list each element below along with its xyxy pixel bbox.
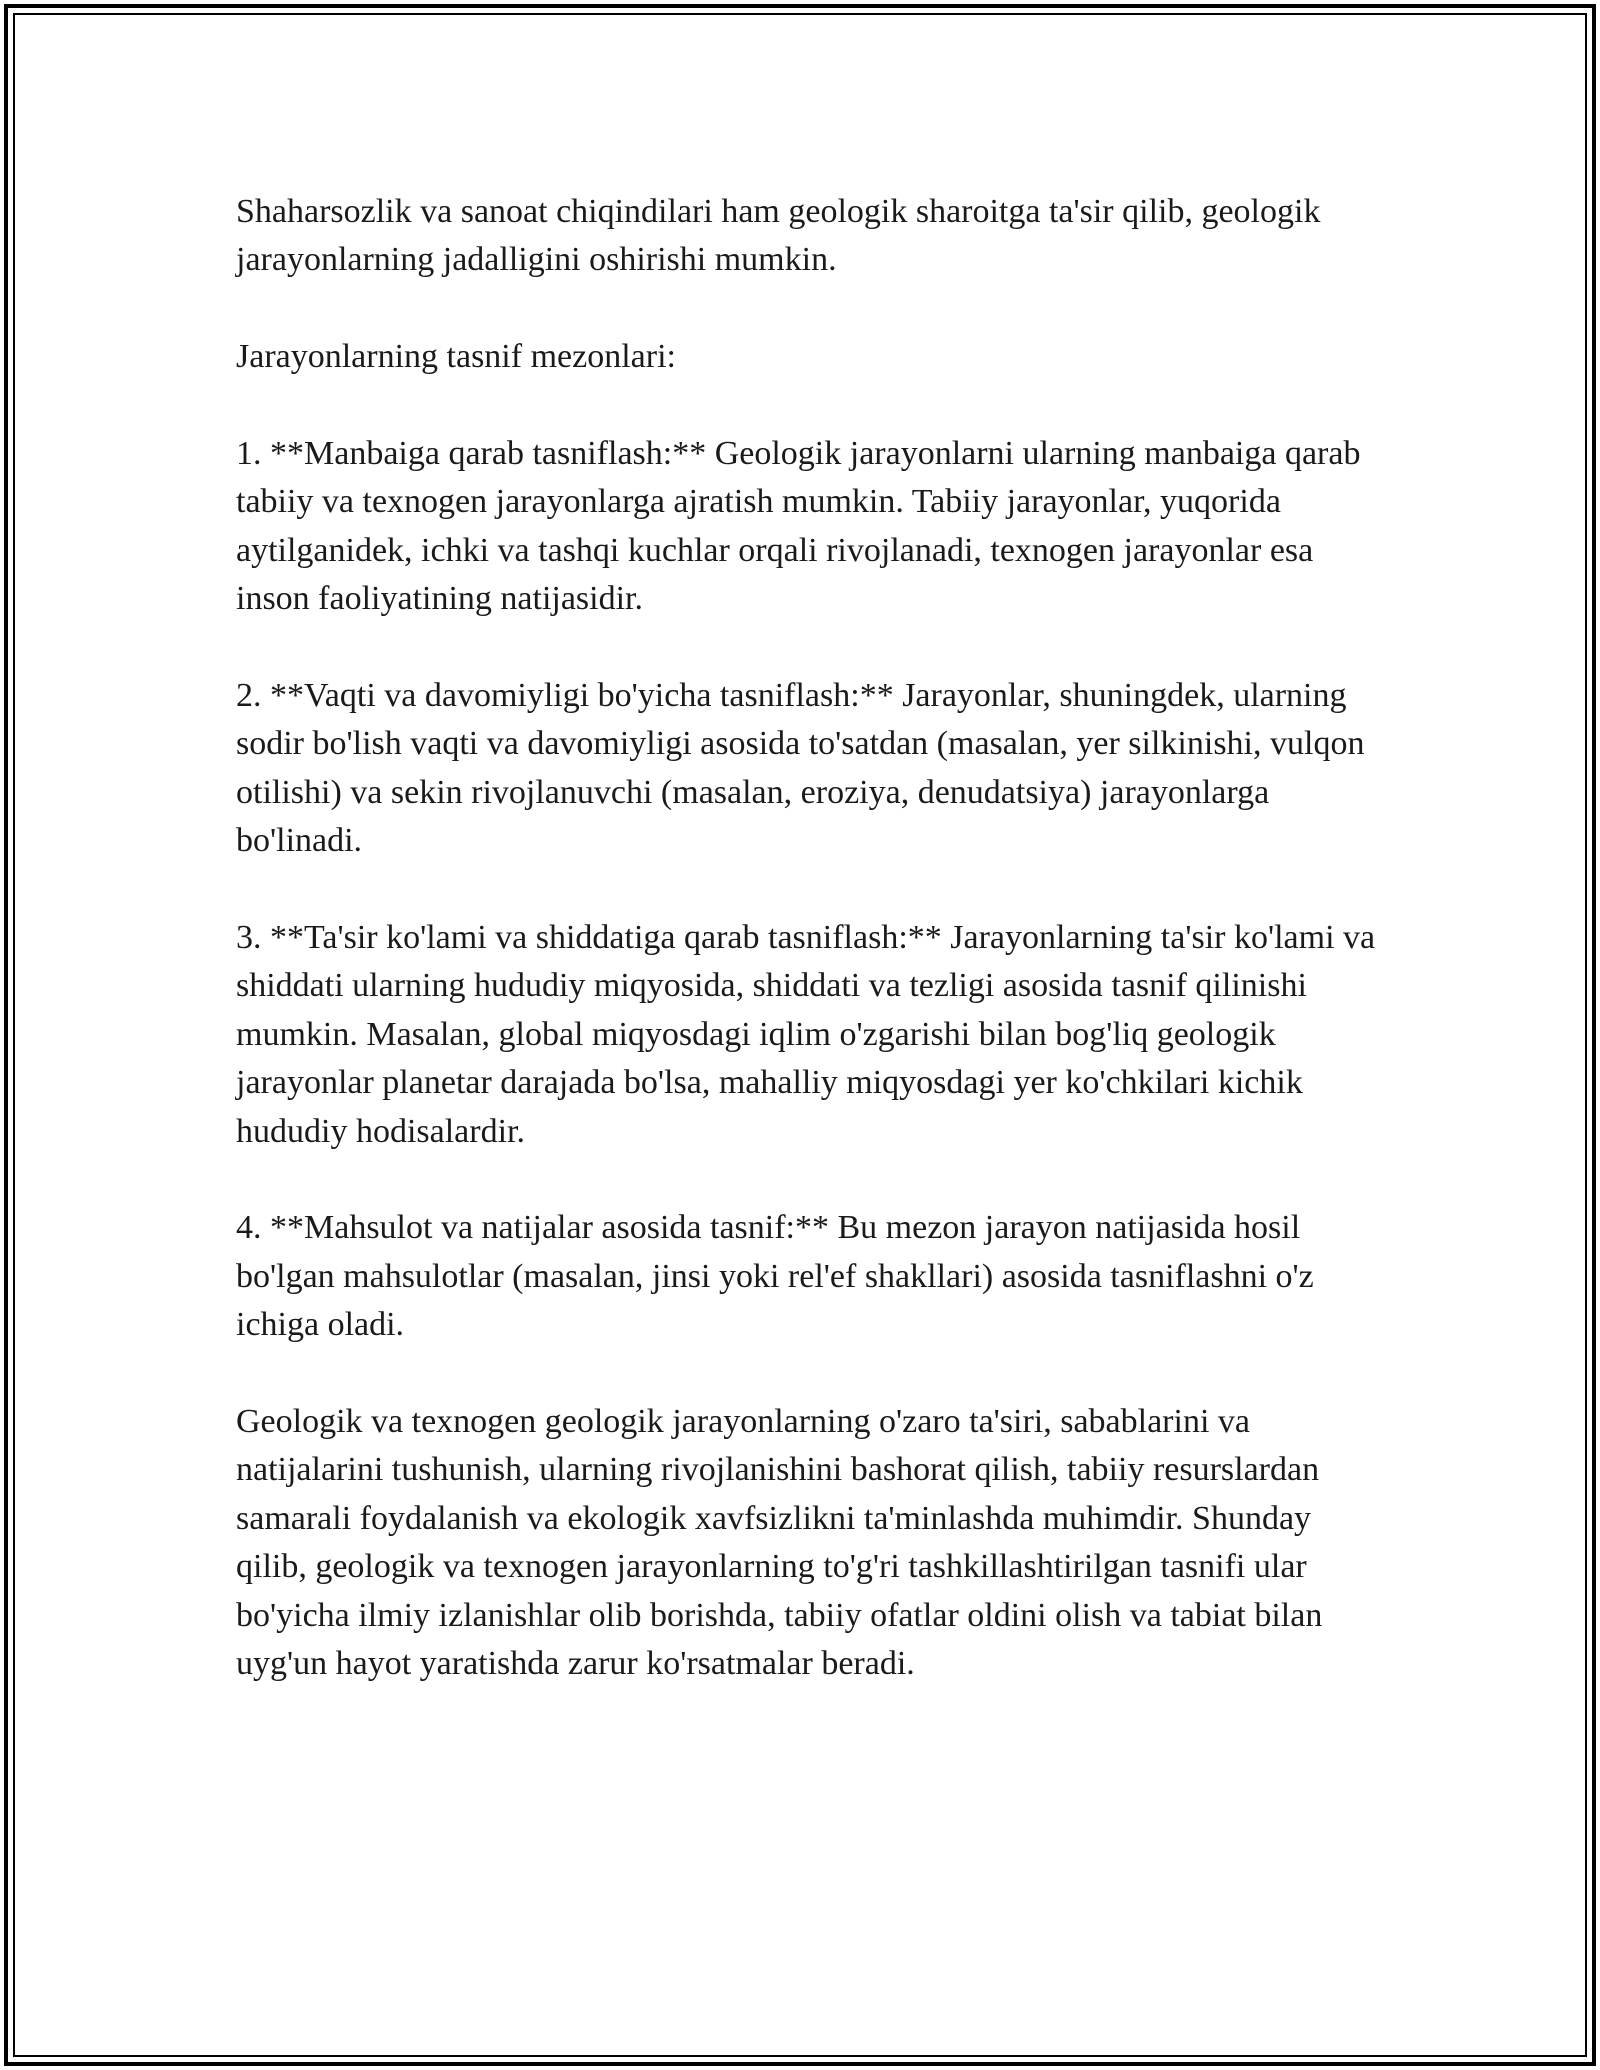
criterion-4-paragraph: 4. **Mahsulot va natijalar asosida tasnif:** Bu mezon jarayon natijasida hosil bo'lgan mahsulotlar (masalan, jinsi yoki rel'ef shakllari) asosida tasniflashni o'z ichiga oladi. <box>236 1209 1314 1344</box>
section-heading: Jarayonlarning tasnif mezonlari: <box>236 338 676 376</box>
criterion-1-paragraph: 1. **Manbaiga qarab tasniflash:** Geologik jarayonlarni ularning manbaiga qarab tabiiy va texnogen jarayonlarga ajratish mumkin. Tabiiy jarayonlar, yuqorida aytilganidek, ichki va tashqi kuchlar orqali rivojlanadi, texnogen jarayonlar esa inson faoliyatining natijasidir. <box>236 435 1361 618</box>
conclusion-paragraph: Geologik va texnogen geologik jarayonlarning o'zaro ta'siri, sabablarini va natijalarini tushunish, ularning rivojlanishini bashorat qilish, tabiiy resurslardan samarali foydalanish va ekologik xavfsizlikni ta'minlashda muhimdir. Shunday qilib, geologik va texnogen jarayonlarning to'g'ri tashkillashtirilgan tasnifi ular bo'yicha ilmiy izlanishlar olib borishda, tabiiy ofatlar oldini olish va tabiat bilan uyg'un hayot yaratishda zarur ko'rsatmalar beradi. <box>236 1403 1323 1683</box>
document-body <box>236 188 1376 1737</box>
intro-paragraph: Shaharsozlik va sanoat chiqindilari ham geologik sharoitga ta'sir qilib, geologik jarayonlarning jadalligini oshirishi mumkin. <box>236 193 1321 279</box>
criterion-3-paragraph: 3. **Ta'sir ko'lami va shiddatiga qarab tasniflash:** Jarayonlarning ta'sir ko'lami va shiddati ularning hududiy miqyosida, shiddati va tezligi asosida tasnif qilinishi mumkin. Masalan, global miqyosdagi iqlim o'zgarishi bilan bog'liq geologik jarayonlar planetar darajada bo'lsa, mahalliy miqyosdagi yer ko'chkilari kichik hududiy hodisalardir. <box>236 919 1376 1150</box>
criterion-2-paragraph: 2. **Vaqti va davomiyligi bo'yicha tasniflash:** Jarayonlar, shuningdek, ularning sodir bo'lish vaqti va davomiyligi asosida to'satdan (masalan, yer silkinishi, vulqon otilishi) va sekin rivojlanuvchi (masalan, eroziya, denudatsiya) jarayonlarga bo'linadi. <box>236 677 1365 860</box>
